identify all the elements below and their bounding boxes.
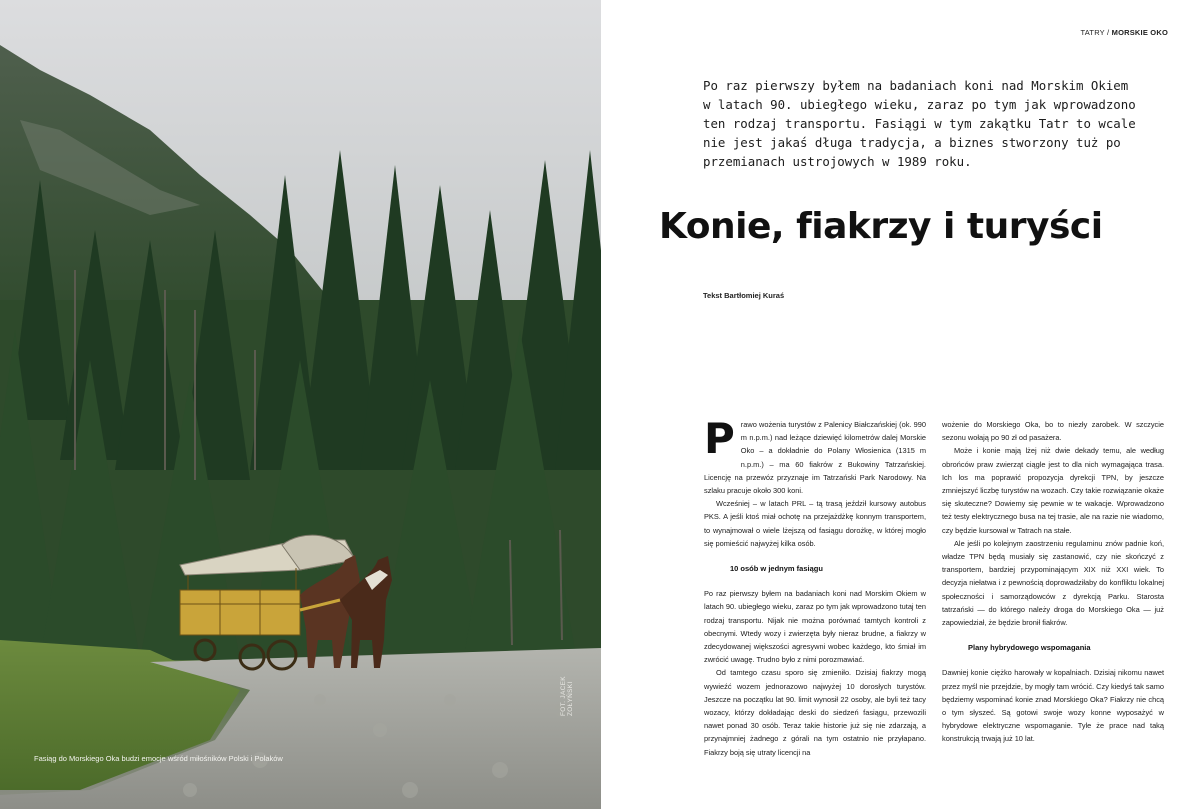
article-lead: Po raz pierwszy byłem na badaniach koni nad Morskim Okiem w latach 90. ubiegłego wieku, zaraz po tym jak wprowadzono ten rodzaj transportu. Fasiągi w tym zakątku Tatr to wcale nie jest jakaś długa tradycja, a biznes stworzony tuż po przemianach ustrojowych w 1989 roku. [703,78,1136,169]
body-column-2 [942,418,1164,746]
running-head-region: TATRY / [1080,28,1110,37]
photo-credit: FOT. JACEK ZOŁYŃSKI [560,676,574,716]
body-paragraph: Może i konie mają lżej niż dwie dekady temu, ale według obrońców praw zwierząt ciągle jest to dla nich wymagająca trasa. Ich los ma poprawić propozycja dyrekcji TPN, by jeszcze zmniejszyć liczbę turystów na wozach. Czy takie rozwiązanie okaże się skuteczne? Dowiemy się pewnie w te wakacje. Wprowadzono też testy elektrycznego busa na tej trasie, ale na razie nie wiadomo, czy będzie kursował w Tatrach na stałe. [942,446,1164,535]
section-subhead: Plany hybrydowego wspomagania [968,643,1091,653]
running-head [1081,28,1168,37]
body-paragraph: Wcześniej – w latach PRL – tą trasą jeździł kursowy autobus PKS. A jeśli ktoś miał ochotę na przejażdżkę konnym transportem, to wynajmował o wiele lżejszą od fasiągu dorożkę, w której mogło się pomieścić najwyżej kilka osób. [704,499,926,548]
section-subhead: 10 osób w jednym fasiągu [730,564,823,574]
body-paragraph [704,414,926,497]
body-paragraph: Od tamtego czasu sporo się zmieniło. Dzisiaj fiakrzy mogą wywieźć wozem jednorazowo najwyżej 10 dorosłych turystów. Jeszcze na początku lat 90. limit wynosił 22 osoby, ale byli też tacy wozacy, którzy dokładając deski do siedzeń fasiągu, przewozili nawet ponad 30 osób. Teraz takie historie już się nie zdarzają, a przynajmniej żadnego z górali na tym ostatnio nie przyłapano. Fiakrzy boją się utraty licencji na [704,668,926,757]
article-byline: Tekst Bartłomiej Kuraś [703,291,785,300]
body-column-1 [704,414,926,759]
article-headline: Konie, fiakrzy i turyści [659,206,1103,247]
body-paragraph: wożenie do Morskiego Oka, bo to niezły zarobek. W szczycie sezonu wołają po 90 zł od pasażera. [942,420,1164,443]
body-text: rawo wożenia turystów z Palenicy Białczańskiej (ok. 990 m n.p.m.) nad leżące dziewięć kilometrów dalej Morskie Oko – a dokładnie do Polany Włosienica (1315 m n.p.m.) – ma 60 fiakrów z Bukowiny Tatrzańskiej. Licencję na przewóz przyznaje im Tatrzański Park Narodowy. Na szlaku pracuje około 300 koni. [704,420,926,496]
body-paragraph: Dawniej konie ciężko harowały w kopalniach. Dzisiaj nikomu nawet przez myśl nie przejdzie, by mogły tam wrócić. Czy kiedyś tak samo będziemy wspominać konie znad Morskiego Oka? Fiakrzy nie chcą o tym słyszeć. Są gotowi swoje wozy konne wyposażyć w hybrydowe elektryczne wspomaganie. Tyle że prace nad taką konstrukcją trwają już 10 lat. [942,668,1164,744]
running-head-section: MORSKIE OKO [1111,28,1168,37]
body-paragraph: Ale jeśli po kolejnym zaostrzeniu regulaminu znów padnie koń, władze TPN będą musiały się zastanowić, czy nie skończyć z transportem, bardziej przypominającym XIX niż XXI wiek. To decyzja niełatwa i z pewnością doprowadziłaby do konfliktu lokalnej społeczności i samorządowców z dyrekcją Parku. Starosta tatrzański — do którego należy droga do Morskiego Oka — już zapowiedział, że będzie bronił fiakrów. [942,538,1164,628]
body-paragraph: Po raz pierwszy byłem na badaniach koni nad Morskim Okiem w latach 90. ubiegłego wieku, zaraz po tym jak wprowadzono tutaj ten rodzaj transportu. Nijak nie można porównać tamtych kontroli z obecnymi. Wtedy wozy i zwierzęta były nieraz brudne, a fiakrzy w zdecydowanej większości agresywni wobec każdego, kto śmiał im zwrócić uwagę. Trudno było z nimi porozmawiać. [704,589,926,665]
drop-cap: P [704,414,735,463]
article-page [601,0,1202,809]
photo-caption: Fasiąg do Morskiego Oka budzi emocje wśród miłośników Polski i Polaków [34,754,283,763]
